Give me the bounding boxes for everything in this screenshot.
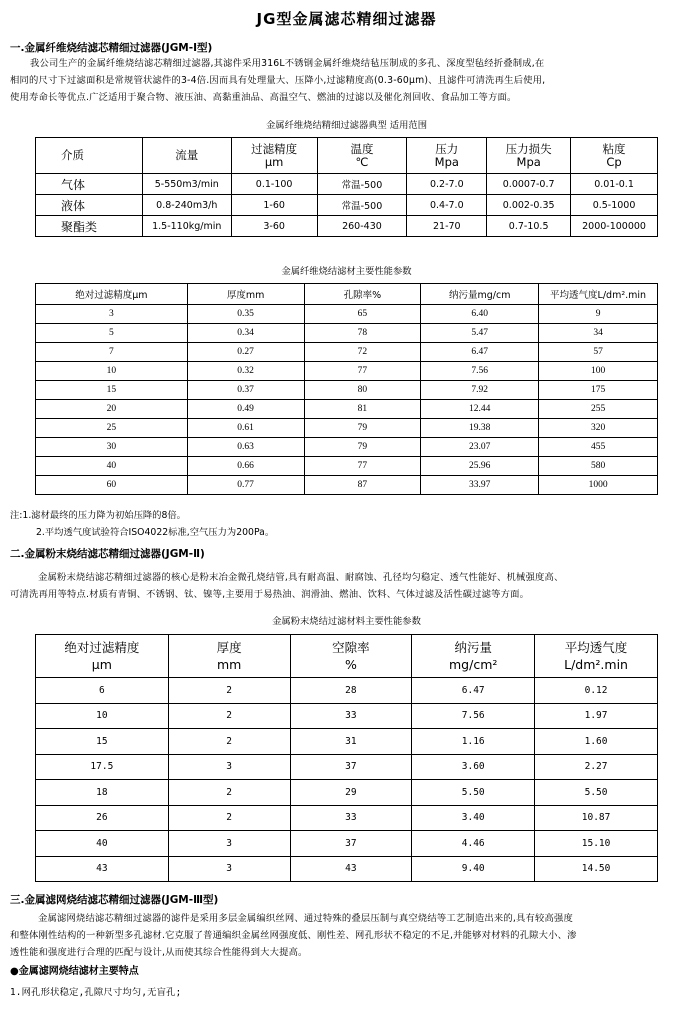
table-cell: 0.01-0.1 bbox=[571, 174, 658, 195]
header-cell-medium bbox=[36, 138, 143, 174]
table-row bbox=[36, 324, 658, 343]
table-cell: 0.12 bbox=[535, 678, 658, 704]
table-cell: 0.0007-0.7 bbox=[487, 174, 571, 195]
section1-heading: 一.金属纤维烧结滤芯精细过滤器(JGM-Ⅰ型) bbox=[10, 42, 213, 54]
table-row bbox=[36, 305, 658, 324]
header-cell-pressure-loss bbox=[487, 138, 571, 174]
section3-line-1: 金属滤网烧结滤芯精细过滤器的滤件是采用多层金属编织丝网、通过特殊的叠层压制与真空烧结等工艺制造出来的,具有较高强度 bbox=[38, 913, 573, 924]
table-cell: 33 bbox=[290, 703, 412, 729]
table-cell: 6 bbox=[36, 678, 169, 704]
application-range-table bbox=[35, 137, 658, 237]
page-title: JG型金属滤芯精细过滤器 bbox=[256, 10, 437, 28]
table-cell: 5 bbox=[36, 324, 188, 343]
header-text: 空隙率 bbox=[332, 640, 370, 655]
table1-caption: 金属纤维烧结精细过滤器典型 适用范围 bbox=[265, 120, 427, 131]
table-cell: 580 bbox=[539, 457, 658, 476]
table-row bbox=[36, 703, 658, 729]
header-unit: μm bbox=[264, 154, 284, 169]
table-cell: 2 bbox=[168, 780, 290, 806]
header-unit: mg/cm² bbox=[449, 657, 498, 672]
header-text: 过滤精度 bbox=[251, 141, 298, 156]
table-row bbox=[36, 856, 658, 882]
table-cell: 455 bbox=[539, 438, 658, 457]
table-cell: 12.44 bbox=[421, 400, 539, 419]
table-cell: 0.1-100 bbox=[231, 174, 317, 195]
section1-line-3: 使用寿命长等优点.广泛适用于聚合物、液压油、高黏重油品、高温空气、燃油的过滤以及催化剂回收、食品加工等方面。 bbox=[10, 92, 517, 103]
section3-item-1: 1.网孔形状稳定,孔隙尺寸均匀,无盲孔; bbox=[10, 987, 182, 998]
header-unit: ℃ bbox=[355, 154, 369, 169]
header-text: 压力损失 bbox=[505, 141, 552, 156]
table-cell: 5.47 bbox=[421, 324, 539, 343]
table3-caption: 金属粉末烧结过滤材料主要性能参数 bbox=[272, 616, 421, 627]
table-cell: 3-60 bbox=[231, 216, 317, 237]
table-cell: 3 bbox=[168, 754, 290, 780]
header-cell-viscosity bbox=[571, 138, 658, 174]
table-row bbox=[36, 362, 658, 381]
table-cell: 15 bbox=[36, 381, 188, 400]
header-cell-temperature bbox=[317, 138, 407, 174]
table-cell: 34 bbox=[539, 324, 658, 343]
table-cell: 0.2-7.0 bbox=[407, 174, 487, 195]
table-cell: 0.34 bbox=[187, 324, 304, 343]
header-unit: Mpa bbox=[434, 154, 459, 169]
table-cell: 0.4-7.0 bbox=[407, 195, 487, 216]
table-cell: 0.32 bbox=[187, 362, 304, 381]
table-row bbox=[36, 678, 658, 704]
table-cell: 1-60 bbox=[231, 195, 317, 216]
table-header-row bbox=[36, 138, 658, 174]
header-cell-precision bbox=[231, 138, 317, 174]
table-row bbox=[36, 343, 658, 362]
table-cell: 3.60 bbox=[412, 754, 535, 780]
table-cell: 7.92 bbox=[421, 381, 539, 400]
table-cell: 6.47 bbox=[412, 678, 535, 704]
table-cell: 0.49 bbox=[187, 400, 304, 419]
header-unit: L/dm².min bbox=[564, 657, 628, 672]
table-cell: 23.07 bbox=[421, 438, 539, 457]
section2-heading: 二.金属粉末烧结滤芯精细过滤器(JGM-Ⅱ) bbox=[10, 548, 205, 560]
header-cell-precision bbox=[36, 635, 169, 678]
table-cell: 15 bbox=[36, 729, 169, 755]
powder-performance-table bbox=[35, 634, 658, 882]
table-cell: 0.27 bbox=[187, 343, 304, 362]
table-cell: 37 bbox=[290, 754, 412, 780]
table-cell: 3.40 bbox=[412, 805, 535, 831]
table-cell: 0.7-10.5 bbox=[487, 216, 571, 237]
table-cell: 1.16 bbox=[412, 729, 535, 755]
table-cell: 17.5 bbox=[36, 754, 169, 780]
header-unit: μm bbox=[91, 657, 112, 672]
table-row bbox=[36, 476, 658, 495]
table-row bbox=[36, 831, 658, 857]
table-row bbox=[36, 438, 658, 457]
table-row bbox=[36, 805, 658, 831]
header-text: 流量 bbox=[175, 148, 199, 162]
table-cell: 65 bbox=[304, 305, 421, 324]
header-text: 厚度 bbox=[216, 640, 242, 655]
table-cell: 320 bbox=[539, 419, 658, 438]
table-cell: 5-550m3/min bbox=[142, 174, 231, 195]
table-cell: 6.40 bbox=[421, 305, 539, 324]
table-cell: 30 bbox=[36, 438, 188, 457]
header-cell: 孔隙率% bbox=[304, 284, 421, 305]
table-cell: 57 bbox=[539, 343, 658, 362]
table-cell: 25 bbox=[36, 419, 188, 438]
table-header-row bbox=[36, 284, 658, 305]
table-row bbox=[36, 381, 658, 400]
table-cell: 100 bbox=[539, 362, 658, 381]
table-cell: 31 bbox=[290, 729, 412, 755]
note-2: 2.平均透气度试验符合ISO4022标准,空气压力为200Pa。 bbox=[36, 527, 275, 538]
table-cell: 77 bbox=[304, 362, 421, 381]
table-row bbox=[36, 174, 658, 195]
table-cell: 2 bbox=[168, 805, 290, 831]
table-row bbox=[36, 419, 658, 438]
header-cell: 厚度mm bbox=[187, 284, 304, 305]
section3-line-2: 和整体刚性结构的一种新型多孔滤材.它克服了普通编织金属丝网强度低、刚性差、网孔形状不稳定的不足,并能够对材料的孔隙大小、渗 bbox=[10, 930, 577, 941]
table-cell: 28 bbox=[290, 678, 412, 704]
table-cell: 7.56 bbox=[421, 362, 539, 381]
table-cell: 80 bbox=[304, 381, 421, 400]
section3-line-3: 透性能和强度进行合理的匹配与设计,从而使其综合性能得到大大提高。 bbox=[10, 947, 308, 958]
table-cell: 1000 bbox=[539, 476, 658, 495]
table-cell: 7 bbox=[36, 343, 188, 362]
table-cell: 0.66 bbox=[187, 457, 304, 476]
header-text: 压力 bbox=[435, 141, 459, 156]
table-cell: 0.35 bbox=[187, 305, 304, 324]
table-cell: 1.60 bbox=[535, 729, 658, 755]
table-cell: 3 bbox=[168, 831, 290, 857]
table-cell: 5.50 bbox=[535, 780, 658, 806]
header-text: 温度 bbox=[350, 141, 374, 156]
table-row bbox=[36, 400, 658, 419]
table-cell: 33.97 bbox=[421, 476, 539, 495]
table-row bbox=[36, 216, 658, 237]
table-cell: 14.50 bbox=[535, 856, 658, 882]
table-cell: 液体 bbox=[36, 195, 143, 216]
header-text: 粘度 bbox=[602, 141, 626, 156]
table-cell: 26 bbox=[36, 805, 169, 831]
table-cell: 81 bbox=[304, 400, 421, 419]
table-cell: 9.40 bbox=[412, 856, 535, 882]
table-cell: 2000-100000 bbox=[571, 216, 658, 237]
section1-line-1: 我公司生产的金属纤维烧结滤芯精细过滤器,其滤件采用316L不锈钢金属纤维烧结毡压制成的多孔、深度型毡经折叠制成,在 bbox=[30, 58, 545, 69]
header-unit: % bbox=[344, 657, 357, 672]
table-cell: 10.87 bbox=[535, 805, 658, 831]
table-row bbox=[36, 457, 658, 476]
header-cell-permeability bbox=[535, 635, 658, 678]
table-cell: 1.5-110kg/min bbox=[142, 216, 231, 237]
table-cell: 37 bbox=[290, 831, 412, 857]
table-cell: 40 bbox=[36, 457, 188, 476]
table-cell: 77 bbox=[304, 457, 421, 476]
table-cell: 1.97 bbox=[535, 703, 658, 729]
section2-line-1: 金属粉末烧结滤芯精细过滤器的核心是粉末冶金微孔烧结管,具有耐高温、耐腐蚀、孔径均匀稳定、透气性能好、机械强度高、 bbox=[38, 572, 564, 583]
header-cell-porosity bbox=[290, 635, 412, 678]
table-cell: 260-430 bbox=[317, 216, 407, 237]
table-cell: 0.5-1000 bbox=[571, 195, 658, 216]
header-text: 介质 bbox=[61, 148, 84, 162]
table-cell: 6.47 bbox=[421, 343, 539, 362]
table-cell: 60 bbox=[36, 476, 188, 495]
table-cell: 7.56 bbox=[412, 703, 535, 729]
section2-line-2: 可清洗再用等特点.材质有青铜、不锈钢、钛、镍等,主要用于易热油、润滑油、燃油、饮料、气体过滤及活性碳过滤等方面。 bbox=[10, 589, 530, 600]
table-cell: 2 bbox=[168, 678, 290, 704]
table-cell: 175 bbox=[539, 381, 658, 400]
section3-bullet-heading: ●金属滤网烧结滤材主要特点 bbox=[10, 966, 139, 977]
table-cell: 79 bbox=[304, 438, 421, 457]
note-1: 注:1.滤材最终的压力降为初始压降的8倍。 bbox=[10, 510, 186, 521]
table-cell: 3 bbox=[36, 305, 188, 324]
table-cell: 2.27 bbox=[535, 754, 658, 780]
header-cell-thickness bbox=[168, 635, 290, 678]
section3-heading: 三.金属滤网烧结滤芯精细过滤器(JGM-Ⅲ型) bbox=[10, 894, 219, 906]
table-cell: 25.96 bbox=[421, 457, 539, 476]
table-cell: 29 bbox=[290, 780, 412, 806]
header-cell-pressure bbox=[407, 138, 487, 174]
header-unit: mm bbox=[216, 657, 242, 672]
table-row bbox=[36, 729, 658, 755]
table-cell: 常温-500 bbox=[317, 174, 407, 195]
table-row bbox=[36, 195, 658, 216]
header-cell: 绝对过滤精度μm bbox=[36, 284, 188, 305]
table-cell: 19.38 bbox=[421, 419, 539, 438]
table-cell: 0.37 bbox=[187, 381, 304, 400]
table-row bbox=[36, 754, 658, 780]
header-unit: Cp bbox=[606, 154, 622, 169]
header-text: 绝对过滤精度 bbox=[64, 640, 140, 655]
table-cell: 33 bbox=[290, 805, 412, 831]
header-cell-flow bbox=[142, 138, 231, 174]
table-cell: 43 bbox=[290, 856, 412, 882]
fiber-performance-table bbox=[35, 283, 658, 495]
table-cell: 78 bbox=[304, 324, 421, 343]
table-cell: 72 bbox=[304, 343, 421, 362]
table-cell: 43 bbox=[36, 856, 169, 882]
section1-line-2: 相同的尺寸下过滤面积是常规管状滤件的3-4倍.因而具有处理量大、压降小,过滤精度高(0.3-60μm)、且滤件可清洗再生后使用, bbox=[10, 75, 546, 86]
header-cell: 平均透气度L/dm².min bbox=[539, 284, 658, 305]
table-cell: 常温-500 bbox=[317, 195, 407, 216]
table-cell: 15.10 bbox=[535, 831, 658, 857]
table-cell: 40 bbox=[36, 831, 169, 857]
table-cell: 18 bbox=[36, 780, 169, 806]
table-cell: 87 bbox=[304, 476, 421, 495]
header-text: 纳污量 bbox=[454, 640, 492, 655]
table-cell: 0.77 bbox=[187, 476, 304, 495]
table-cell: 255 bbox=[539, 400, 658, 419]
table-cell: 20 bbox=[36, 400, 188, 419]
table-cell: 0.002-0.35 bbox=[487, 195, 571, 216]
table-cell: 0.8-240m3/h bbox=[142, 195, 231, 216]
table-cell: 9 bbox=[539, 305, 658, 324]
header-cell: 纳污量mg/cm bbox=[421, 284, 539, 305]
table-cell: 气体 bbox=[36, 174, 143, 195]
table-cell: 79 bbox=[304, 419, 421, 438]
header-cell-dirt-capacity bbox=[412, 635, 535, 678]
table-cell: 聚酯类 bbox=[36, 216, 143, 237]
table-cell: 5.50 bbox=[412, 780, 535, 806]
table-cell: 2 bbox=[168, 729, 290, 755]
table-cell: 3 bbox=[168, 856, 290, 882]
header-unit: Mpa bbox=[516, 154, 541, 169]
table-cell: 0.63 bbox=[187, 438, 304, 457]
table-cell: 2 bbox=[168, 703, 290, 729]
table-cell: 21-70 bbox=[407, 216, 487, 237]
table2-caption: 金属纤维烧结滤材主要性能参数 bbox=[281, 266, 412, 277]
header-text: 平均透气度 bbox=[564, 640, 628, 655]
table-header-row bbox=[36, 635, 658, 678]
table-row bbox=[36, 780, 658, 806]
table-cell: 4.46 bbox=[412, 831, 535, 857]
table-cell: 10 bbox=[36, 362, 188, 381]
table-cell: 10 bbox=[36, 703, 169, 729]
table-cell: 0.61 bbox=[187, 419, 304, 438]
